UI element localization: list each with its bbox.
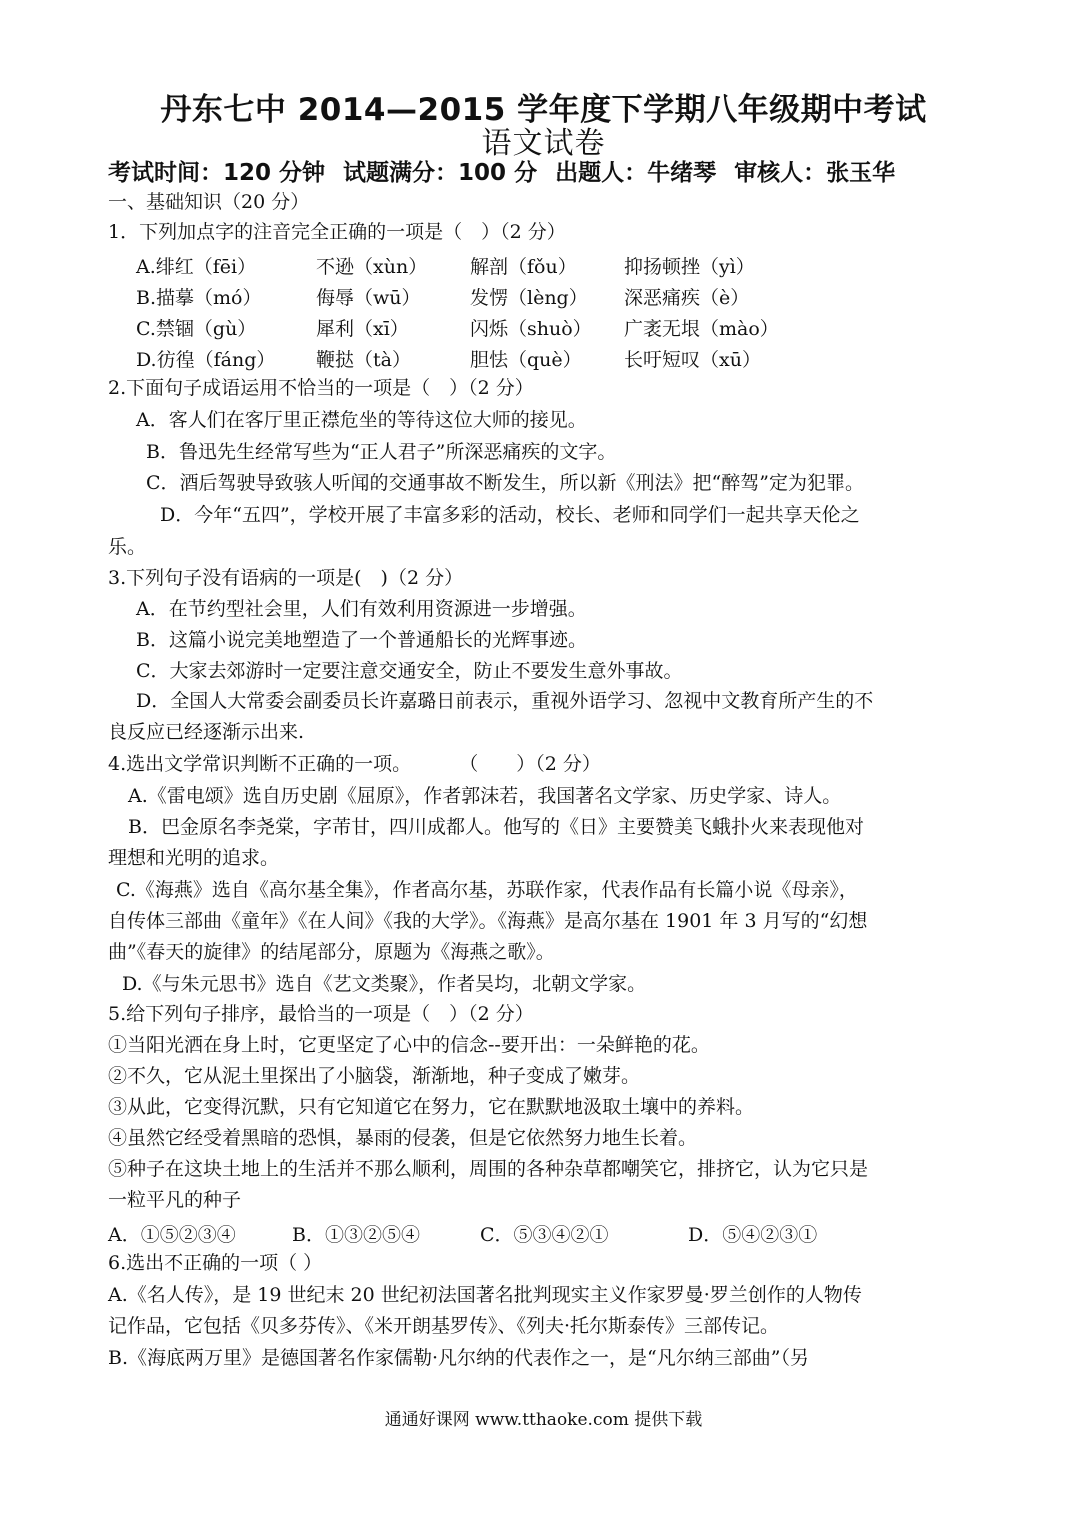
q2-option-a: A．客人们在客厅里正襟危坐的等待这位大师的接见。 bbox=[136, 409, 587, 431]
q4-stem: 4.选出文学常识判断不正确的一项。 bbox=[108, 753, 412, 775]
q2-stem: 2.下面句子成语运用不恰当的一项是（ ）（2 分） bbox=[108, 377, 534, 399]
q1-option: 抑扬顿挫（yì） bbox=[624, 256, 755, 278]
q5-stem: 5.给下列句子排序，最恰当的一项是（ ）（2 分） bbox=[108, 1003, 534, 1025]
q1-option: 广袤无垠（mào） bbox=[624, 318, 779, 340]
exam-subtitle: 语文试卷 bbox=[481, 126, 606, 161]
q1-stem: 1．下列加点字的注音完全正确的一项是（ ）（2 分） bbox=[108, 221, 566, 243]
q3-option-d: D．全国人大常委会副委员长许嘉璐日前表示，重视外语学习、忽视中文教育所产生的不 bbox=[136, 690, 874, 712]
q4-option-b: B．巴金原名李尧棠，字芾甘，四川成都人。他写的《日》主要赞美飞蛾扑火来表现他对 bbox=[128, 816, 864, 838]
q6-option-a: A.《名人传》，是 19 世纪末 20 世纪初法国著名批判现实主义作家罗曼·罗兰创作的人物传 bbox=[108, 1284, 862, 1306]
q1-option: A.绯红（fēi） bbox=[136, 256, 257, 278]
q3-stem: 3.下列句子没有语病的一项是( )（2 分） bbox=[108, 567, 464, 589]
setter: 出题人：牛绪琴 bbox=[555, 160, 717, 186]
q3-option-a: A．在节约型社会里，人们有效利用资源进一步增强。 bbox=[136, 598, 587, 620]
q1-option: 发愣（lèng） bbox=[470, 287, 588, 309]
q2-option-c: C．酒后驾驶导致骇人听闻的交通事故不断发生，所以新《刑法》把“醉驾”定为犯罪。 bbox=[146, 472, 864, 494]
q5-sentence-1: ①当阳光洒在身上时，它更坚定了心中的信念--要开出：一朵鲜艳的花。 bbox=[108, 1034, 710, 1056]
exam-info bbox=[108, 154, 988, 187]
q5-sentence-5-cont: 一粒平凡的种子 bbox=[108, 1189, 242, 1211]
q1-option: C.禁锢（gù） bbox=[136, 318, 257, 340]
q2-option-d-cont: 乐。 bbox=[108, 536, 147, 558]
full-score: 试题满分：100 分 bbox=[343, 160, 538, 186]
q5-option-c: C．⑤③④②① bbox=[480, 1224, 609, 1246]
q4-option-d: D.《与朱元思书》选自《艺文类聚》，作者吴均，北朝文学家。 bbox=[122, 973, 647, 995]
q4-option-a: A.《雷电颂》选自历史剧《屈原》，作者郭沫若，我国著名文学家、历史学家、诗人。 bbox=[128, 785, 842, 807]
q5-option-a: A．①⑤②③④ bbox=[108, 1224, 236, 1246]
q4-stem-row bbox=[108, 752, 988, 776]
q3-option-d-cont: 良反应已经逐渐示出来. bbox=[108, 721, 305, 743]
q6-option-b: B.《海底两万里》是德国著名作家儒勒·凡尔纳的代表作之一，是“凡尔纳三部曲”（另 bbox=[108, 1347, 809, 1369]
exam-time: 考试时间：120 分钟 bbox=[108, 160, 326, 186]
q1-option: 胆怯（què） bbox=[470, 349, 582, 371]
reviewer: 审核人：张玉华 bbox=[734, 160, 896, 186]
q5-sentence-3: ③从此，它变得沉默，只有它知道它在努力，它在默默地汲取土壤中的养料。 bbox=[108, 1096, 755, 1118]
q1-option: 解剖（fǒu） bbox=[470, 256, 577, 278]
q1-option: 侮辱（wū） bbox=[316, 287, 421, 309]
q4-answer-paren: （ ）（2 分） bbox=[459, 753, 601, 775]
q6-option-a-cont: 记作品，它包括《贝多芬传》、《米开朗基罗传》、《列夫·托尔斯泰传》三部传记。 bbox=[108, 1315, 780, 1337]
q4-option-c-cont2: 曲”《春天的旋律》的结尾部分，原题为《海燕之歌》。 bbox=[108, 941, 555, 963]
q1-option: 长吁短叹（xū） bbox=[624, 349, 761, 371]
exam-title: 丹东七中 2014—2015 学年度下学期八年级期中考试 bbox=[160, 92, 927, 128]
q2-option-d: D．今年“五四”，学校开展了丰富多彩的活动，校长、老师和同学们一起共享天伦之 bbox=[160, 504, 860, 526]
q1-option: 不逊（xùn） bbox=[316, 256, 428, 278]
q4-option-c-cont: 自传体三部曲《童年》《在人间》《我的大学》。《海燕》是高尔基在 1901 年 3 月写的“幻想 bbox=[108, 910, 868, 932]
q1-option: 犀利（xī） bbox=[316, 318, 409, 340]
footer-source: 通通好课网 www.tthaoke.com 提供下载 bbox=[384, 1410, 703, 1430]
q1-option: 深恶痛疾（è） bbox=[624, 287, 750, 309]
q1-option: B.描摹（mó） bbox=[136, 287, 262, 309]
q4-option-b-cont: 理想和光明的追求。 bbox=[108, 847, 280, 869]
q2-option-b: B．鲁迅先生经常写些为“正人君子”所深恶痛疾的文字。 bbox=[146, 441, 617, 463]
q5-sentence-4: ④虽然它经受着黑暗的恐惧，暴雨的侵袭，但是它依然努力地生长着。 bbox=[108, 1127, 698, 1149]
q4-option-c: C.《海燕》选自《高尔基全集》，作者高尔基，苏联作家，代表作品有长篇小说《母亲》， bbox=[116, 879, 858, 901]
q6-stem: 6.选出不正确的一项（ ） bbox=[108, 1252, 323, 1274]
section-heading: 一、基础知识（20 分） bbox=[108, 191, 310, 213]
q3-option-c: C．大家去郊游时一定要注意交通安全，防止不要发生意外事故。 bbox=[136, 660, 683, 682]
q5-option-d: D．⑤④②③① bbox=[688, 1224, 818, 1246]
q1-option: D.彷徨（fáng） bbox=[136, 349, 276, 371]
q5-option-b: B．①③②⑤④ bbox=[292, 1224, 420, 1246]
q5-sentence-2: ②不久，它从泥土里探出了小脑袋，渐渐地，种子变成了嫩芽。 bbox=[108, 1065, 641, 1087]
q3-option-b: B．这篇小说完美地塑造了一个普通船长的光辉事迹。 bbox=[136, 629, 587, 651]
q1-option: 闪烁（shuò） bbox=[470, 318, 592, 340]
q5-sentence-5: ⑤种子在这块土地上的生活并不那么顺利，周围的各种杂草都嘲笑它，排挤它，认为它只是 bbox=[108, 1158, 869, 1180]
q1-option: 鞭挞（tà） bbox=[316, 349, 411, 371]
